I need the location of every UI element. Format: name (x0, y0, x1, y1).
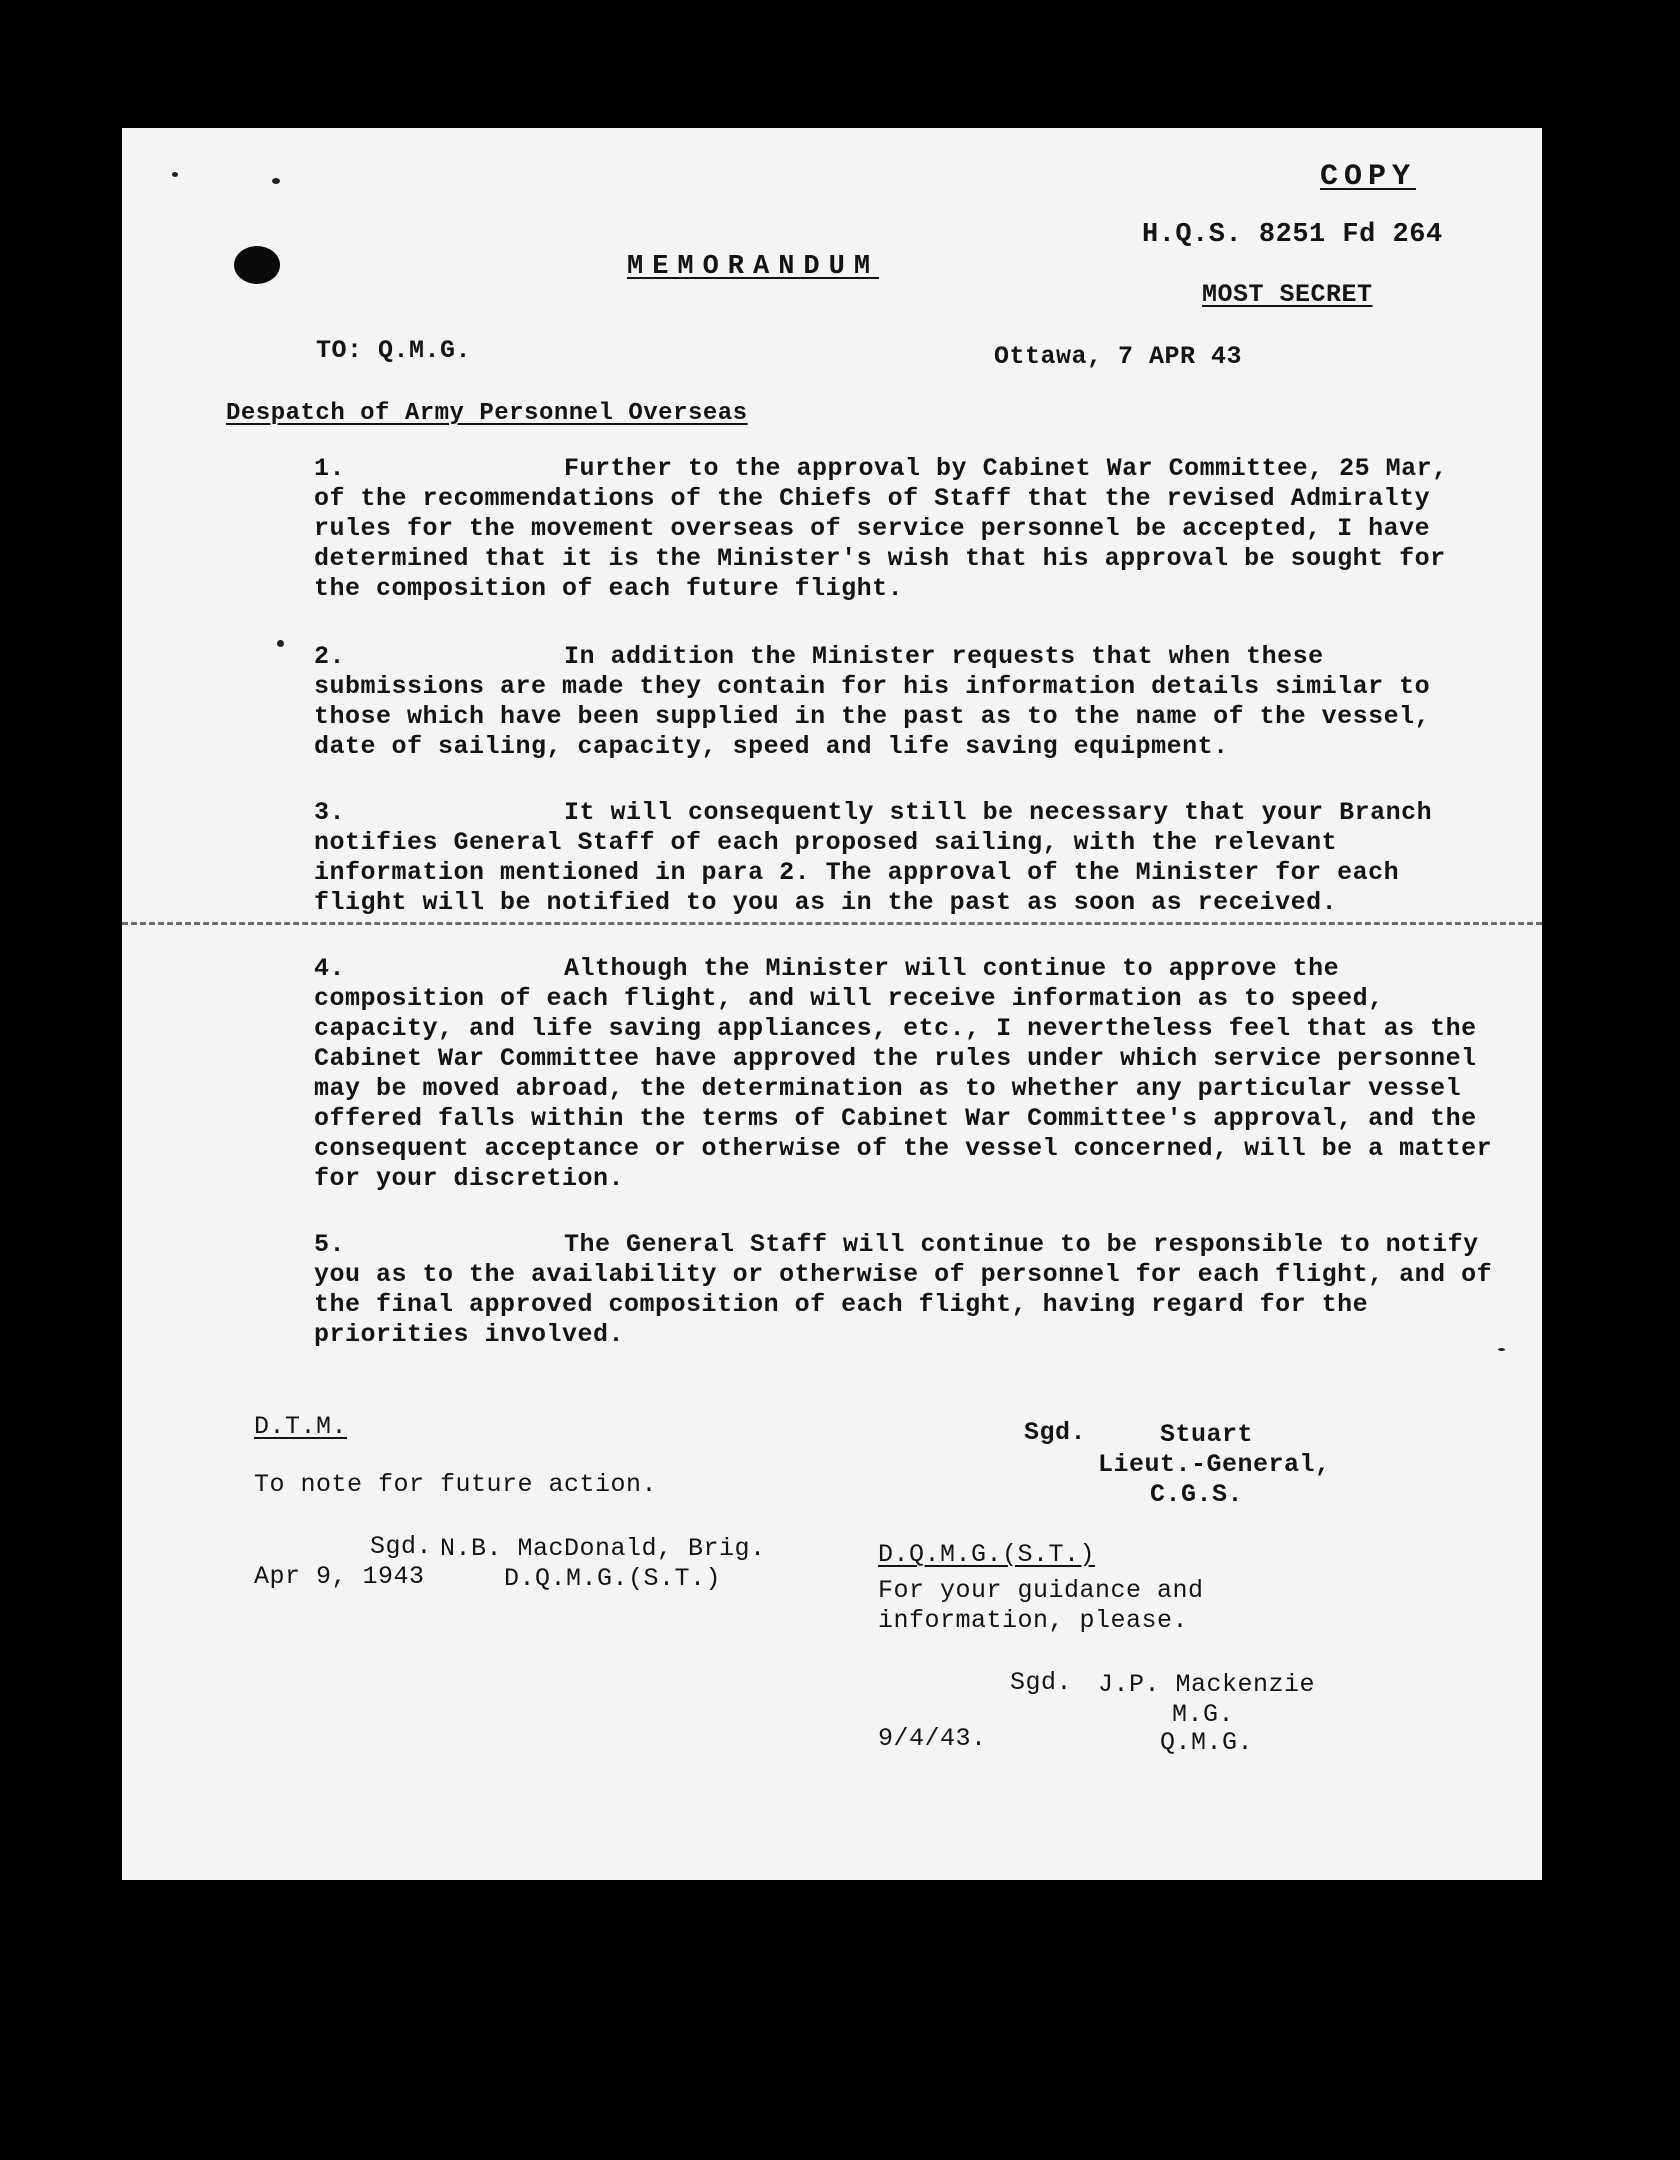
paragraph-text: In addition the Minister requests that when these submissions are made they contain for his information details similar to those which have been supplied in the past as to the name of the vessel, date of sailing, capacity, speed and life saving equipment. (314, 642, 1431, 761)
paragraph-text: It will consequently still be necessary that your Branch notifies General Staff of each proposed sailing, with the relevant information mentioned in para 2. The approval of the Minister for each flight will be notified to you as in the past as soon as received. (314, 798, 1433, 917)
fold-line (122, 922, 1542, 925)
document-title: MEMORANDUM (627, 252, 880, 282)
paragraph-1 (314, 454, 1494, 604)
paragraph-text: Further to the approval by Cabinet War Committee, 25 Mar, of the recommendations of the Chiefs of Staff that the revised Admiralty rules for the movement overseas of service personnel be accepted, I have determined that it is the Minister's wish that his approval be sought for the composition of each future flight. (314, 454, 1448, 603)
minute-2-line-2: information, please. (878, 1606, 1189, 1635)
minute-1-text: To note for future action. (254, 1470, 658, 1499)
punch-hole-mark (234, 246, 280, 284)
subject-line: Despatch of Army Personnel Overseas (226, 400, 748, 427)
paragraph-number: 5. (314, 1230, 346, 1259)
paragraph-number: 3. (314, 798, 346, 827)
minute-2-date: 9/4/43. (878, 1724, 987, 1753)
paragraph-text: The General Staff will continue to be responsible to notify you as to the availability or otherwise of personnel for each flight, and of the final approved composition of each flight, having regard for the priorities involved. (314, 1230, 1493, 1349)
speck (272, 178, 280, 184)
paragraph-text: Although the Minister will continue to approve the composition of each flight, and will receive information as to speed, capacity, and life saving appliances, etc., I nevertheless feel that as the Cabinet War Committee have approved the rules under which service personnel may be moved abroad, the determination as to whether any particular vessel offered falls within the terms of Cabinet War Committee's approval, and the consequent acceptance or otherwise of the vessel concerned, will be a matter for your discretion. (314, 954, 1493, 1193)
paragraph-number: 1. (314, 454, 346, 483)
paragraph-4 (314, 954, 1494, 1194)
speck (277, 640, 284, 647)
paragraph-number: 2. (314, 642, 346, 671)
signed-marker: Sgd. (1024, 1418, 1087, 1447)
minute-1-title: D.Q.M.G.(S.T.) (504, 1564, 722, 1593)
paragraph-2 (314, 642, 1494, 762)
minute-1-signed-marker: Sgd. (370, 1532, 433, 1561)
minute-2-addressee: D.Q.M.G.(S.T.) (878, 1540, 1096, 1569)
minute-1-date: Apr 9, 1943 (254, 1562, 425, 1591)
minute-2-rank: M.G. (1172, 1700, 1235, 1729)
place-and-date: Ottawa, 7 APR 43 (994, 342, 1243, 371)
speck (172, 172, 178, 177)
signatory-name: Stuart (1160, 1420, 1254, 1449)
memorandum-page (122, 128, 1542, 1880)
minute-2-title: Q.M.G. (1160, 1728, 1254, 1757)
file-reference: H.Q.S. 8251 Fd 264 (1142, 220, 1443, 250)
addressee: TO: Q.M.G. (316, 336, 472, 365)
minute-2-line-1: For your guidance and (878, 1576, 1204, 1605)
minute-2-signed-marker: Sgd. (1010, 1668, 1073, 1697)
signatory-title: C.G.S. (1150, 1480, 1244, 1509)
minute-1-signatory: N.B. MacDonald, Brig. (440, 1534, 766, 1563)
classification-marking: MOST SECRET (1202, 280, 1373, 309)
speck (1498, 1348, 1505, 1351)
minute-1-addressee: D.T.M. (254, 1412, 348, 1441)
minute-2-signatory: J.P. Mackenzie (1098, 1670, 1316, 1699)
paragraph-5 (314, 1230, 1494, 1350)
signatory-rank: Lieut.-General, (1098, 1450, 1331, 1479)
copy-stamp: COPY (1320, 160, 1417, 194)
paragraph-number: 4. (314, 954, 346, 983)
paragraph-3 (314, 798, 1494, 918)
